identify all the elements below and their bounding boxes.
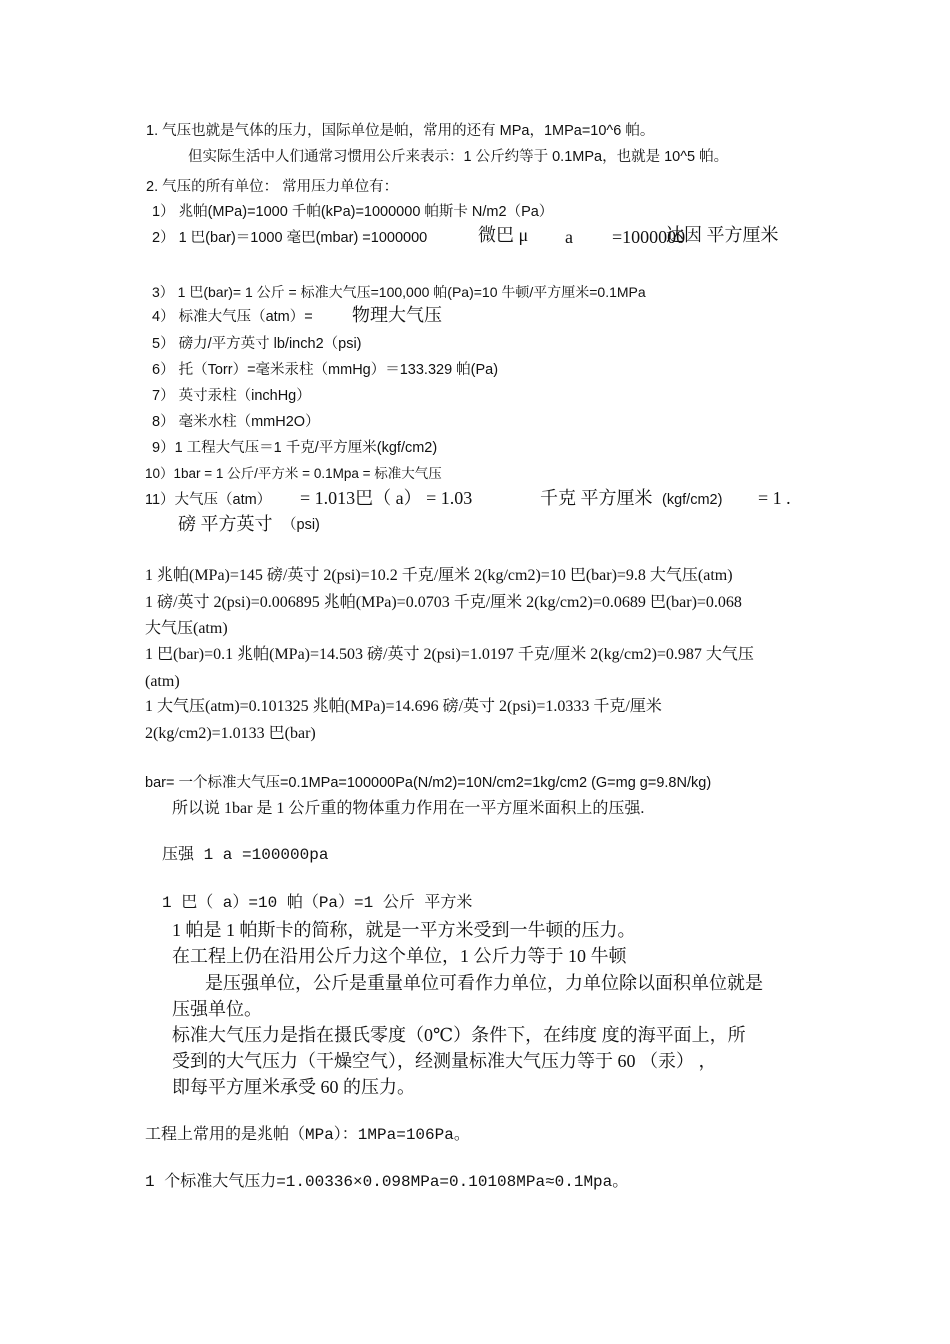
conversion-psi-cont: 大气压(atm) bbox=[145, 620, 228, 637]
unit-item-2-a: a bbox=[565, 227, 573, 247]
unit-item-11-bar: = 1.013巴（ a） = 1.03 bbox=[300, 488, 473, 508]
conversion-bar: 1 巴(bar)=0.1 兆帕(MPa)=14.503 磅/英寸 2(psi)=1.0197 千克/厘米 2(kg/cm2)=0.987 大气压 bbox=[145, 646, 754, 663]
conversion-atm-cont: 2(kg/cm2)=1.0133 巴(bar) bbox=[145, 725, 316, 742]
unit-item-1: 1） 兆帕(MPa)=1000 千帕(kPa)=1000000 帕斯卡 N/m2（Pa） bbox=[152, 204, 554, 220]
unit-item-2-value: =1000000 bbox=[612, 227, 686, 247]
list-item-1: 1. 气压也就是气体的压力，国际单位是帕，常用的还有 MPa，1MPa=10^6 帕。 bbox=[146, 123, 655, 139]
unit-item-11-kg: 千克 平方厘米 bbox=[540, 488, 653, 508]
unit-item-4-physical: 物理大气压 bbox=[352, 305, 442, 325]
unit-item-5: 5） 磅力/平方英寸 lb/inch2（psi) bbox=[152, 336, 362, 352]
engineering-mpa: 工程上常用的是兆帕（MPa）：1MPa=106Pa。 bbox=[145, 1126, 470, 1144]
unit-item-6: 6） 托（Torr）=毫米汞柱（mmHg）＝133.329 帕(Pa) bbox=[152, 362, 499, 378]
unit-item-2: 2） 1 巴(bar)＝1000 毫巴(mbar) =1000000 bbox=[152, 230, 428, 246]
standard-atm-definition: 标准大气压力是指在摄氏零度（0℃）条件下，在纬度 度的海平面上，所 bbox=[172, 1025, 746, 1045]
list-item-1-continuation: 但实际生活中人们通常习惯用公斤来表示：1 公斤约等于 0.1MPa，也就是 10^5 帕。 bbox=[188, 149, 729, 165]
unit-item-11-psi: （psi) bbox=[282, 517, 320, 533]
pascal-definition: 1 帕是 1 帕斯卡的简称，就是一平方米受到一牛顿的压力。 bbox=[172, 920, 636, 940]
standard-atm-definition-2: 受到的大气压力（干燥空气），经测量标准大气压力等于 60 （汞） ， bbox=[172, 1051, 717, 1071]
standard-atm-definition-3: 即每平方厘米承受 60 的压力。 bbox=[172, 1077, 415, 1097]
unit-item-4: 4） 标准大气压（atm）= bbox=[152, 309, 313, 325]
bar-definition: bar= 一个标准大气压=0.1MPa=100000Pa(N/m2)=10N/cm2=1kg/cm2 (G=mg g=9.8N/kg) bbox=[145, 775, 712, 791]
unit-item-11-one: = 1 . bbox=[758, 488, 791, 508]
unit-item-3: 3） 1 巴(bar)= 1 公斤 = 标准大气压=100,000 帕(Pa)=10 牛顿/平方厘米=0.1MPa bbox=[152, 284, 646, 300]
pressure-unit-note: 是压强单位，公斤是重量单位可看作力单位，力单位除以面积单位就是 bbox=[205, 973, 763, 993]
unit-item-10: 10）1bar = 1 公斤/平方米 = 0.1Mpa = 标准大气压 bbox=[145, 466, 442, 481]
unit-item-11-psi-label: 磅 平方英寸 bbox=[178, 514, 273, 534]
unit-item-2-dyne: 达因 平方厘米 bbox=[666, 225, 779, 245]
unit-item-7: 7） 英寸汞柱（inchHg） bbox=[152, 388, 311, 404]
unit-item-11: 11）大气压（atm） bbox=[145, 492, 272, 508]
bar-pascal-line: 1 巴（ a）=10 帕（Pa）=1 公斤 平方米 bbox=[162, 894, 473, 912]
unit-item-9: 9）1 工程大气压＝1 千克/平方厘米(kgf/cm2) bbox=[152, 440, 438, 456]
standard-atm-mpa: 1 个标准大气压力=1.00336×0.098MPa=0.10108MPa≈0.1Mpa。 bbox=[145, 1173, 629, 1191]
kgf-definition: 在工程上仍在沿用公斤力这个单位，1 公斤力等于 10 牛顿 bbox=[172, 946, 627, 966]
unit-item-8: 8） 毫米水柱（mmH2O） bbox=[152, 414, 320, 430]
conversion-psi: 1 磅/英寸 2(psi)=0.006895 兆帕(MPa)=0.0703 千克/厘米 2(kg/cm2)=0.0689 巴(bar)=0.068 bbox=[145, 594, 742, 611]
bar-explanation: 所以说 1bar 是 1 公斤重的物体重力作用在一平方厘米面积上的压强. bbox=[172, 800, 645, 817]
pressure-pa: 压强 1 a =100000pa bbox=[162, 846, 329, 864]
conversion-bar-cont: (atm) bbox=[145, 673, 180, 690]
conversion-mpa: 1 兆帕(MPa)=145 磅/英寸 2(psi)=10.2 千克/厘米 2(kg/cm2)=10 巴(bar)=9.8 大气压(atm) bbox=[145, 567, 733, 584]
list-item-2: 2. 气压的所有单位： 常用压力单位有： bbox=[146, 179, 399, 195]
pressure-unit-note-cont: 压强单位。 bbox=[172, 999, 262, 1019]
conversion-atm: 1 大气压(atm)=0.101325 兆帕(MPa)=14.696 磅/英寸 2(psi)=1.0333 千克/厘米 bbox=[145, 698, 662, 715]
unit-item-2-microbar: 微巴 μ bbox=[478, 225, 529, 245]
unit-item-11-kgf: (kgf/cm2) bbox=[662, 492, 723, 508]
